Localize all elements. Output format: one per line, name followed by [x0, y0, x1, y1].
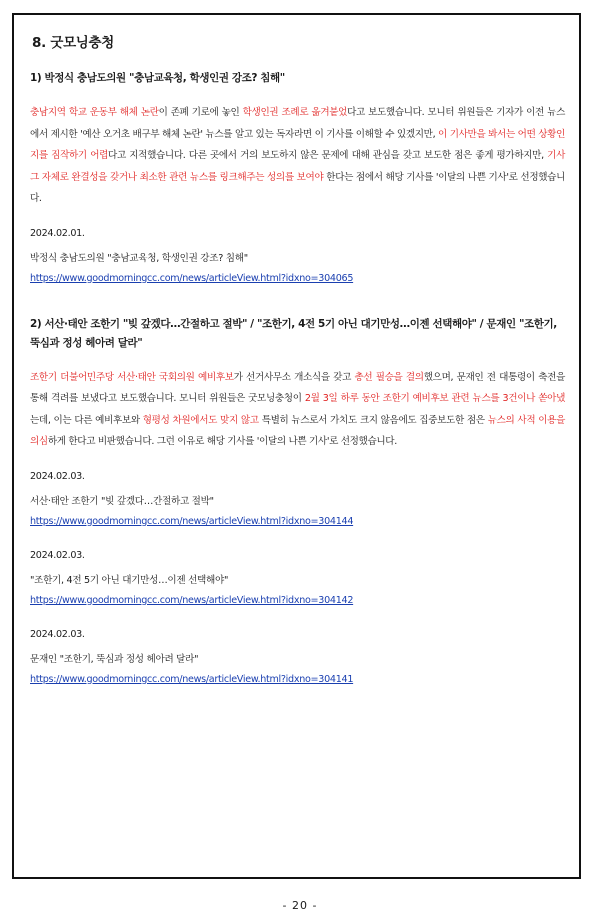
- highlighted-text: 2월 3일 하루 동안 조한기 예비후보 관련 뉴스를 3건이나 쏟아냈: [304, 393, 565, 404]
- article-date: 2024.02.03.: [30, 628, 85, 640]
- article-headline: "조한기, 4전 5기 아닌 대기만성…이젠 선택해야": [30, 574, 229, 586]
- item-2-references: [30, 467, 565, 690]
- body-text: 이 존폐 기로에 놓인: [158, 107, 243, 118]
- body-text: 한다는 점에서 해당 기사를 '이달의 나쁜 기사'로 선정했습니다.: [30, 171, 565, 204]
- article-headline: 박정식 충남도의원 "충남교육청, 학생인권 강조? 침해": [30, 252, 248, 264]
- article-reference: [30, 467, 565, 532]
- article-link[interactable]: https://www.goodmorningcc.com/news/articleView.html?idxno=304144: [30, 515, 354, 527]
- item-2: [30, 315, 565, 690]
- highlighted-text: 형평성 차원에서도 맞지 않고: [142, 414, 259, 426]
- body-text: 다고 보도했습니다. 모니터 위원들은 기자가 이전 뉴스에서 제시한 '예산 오거초 배구부 해체 논란' 뉴스를 알고 있는 독자라면 이 기사를 이해할 수 있겠지만,: [30, 107, 565, 140]
- highlighted-text: 뉴스의 사적 이용을 의심: [30, 414, 565, 447]
- article-date: 2024.02.01.: [30, 227, 85, 239]
- article-link[interactable]: https://www.goodmorningcc.com/news/articleView.html?idxno=304142: [30, 594, 354, 606]
- item-1-references: [30, 224, 565, 289]
- article-date: 2024.02.03.: [30, 549, 85, 561]
- article-date: 2024.02.03.: [30, 470, 85, 482]
- item-2-title: 2) 서산·태안 조한기 "빚 갚겠다…간절하고 절박" / "조한기, 4전 5기 아닌 대기만성…이젠 선택해야" / 문재인 "조한기, 뚝심과 정성 헤아려 달라": [30, 317, 557, 349]
- article-headline: 서산·태안 조한기 "빚 갚겠다…간절하고 절박": [30, 495, 214, 507]
- highlighted-text: 총선 필승을 결의: [354, 371, 424, 383]
- highlighted-text: 조한기 더불어민주당 서산·태안 국회의원 예비후보: [30, 371, 234, 383]
- highlighted-text: 이 기사만을 봐서는 어떤 상황인지를 짐작하기 어렵: [30, 128, 565, 161]
- article-reference: [30, 625, 565, 690]
- page-frame: [12, 13, 581, 879]
- highlighted-text: 충남지역 학교 운동부 해체 논란: [30, 107, 159, 118]
- article-link[interactable]: https://www.goodmorningcc.com/news/articleView.html?idxno=304141: [30, 673, 354, 685]
- article-reference: [30, 224, 565, 289]
- section-title: 8. 굿모닝충청: [32, 35, 115, 51]
- item-2-body: [30, 367, 565, 453]
- item-1-title: 1) 박정식 충남도의원 "충남교육청, 학생인권 강조? 침해": [30, 72, 285, 84]
- body-text: 했으며, 문재인 전 대통령이 축전을 통해 격려를 보냈다고 보도했습니다. 모니터 위원들은 굿모닝충청이: [30, 371, 566, 404]
- page-number: - 20 -: [282, 899, 318, 912]
- body-text: 하게 한다고 비판했습니다. 그런 이유로 해당 기사를 '이달의 나쁜 기사'로 선정했습니다.: [47, 436, 397, 447]
- body-text: 다고 지적했습니다. 다른 곳에서 거의 보도하지 않은 문제에 대해 관심을 갖고 보도한 점은 좋게 평가하지만,: [108, 150, 548, 161]
- article-headline: 문재인 "조한기, 뚝심과 정성 헤아려 달라": [30, 653, 199, 665]
- page-content: [30, 31, 565, 690]
- body-text: 는데, 이는 다른 예비후보와: [30, 414, 143, 426]
- highlighted-text: 기사 그 자체로 완결성을 갖거나 최소한 관련 뉴스를 링크해주는 성의를 보여야: [30, 150, 565, 183]
- highlighted-text: 학생인권 조례로 옮겨붙었: [242, 107, 348, 118]
- item-1-body: [30, 102, 565, 210]
- article-reference: [30, 546, 565, 611]
- item-1: [30, 69, 565, 289]
- article-link[interactable]: https://www.goodmorningcc.com/news/articleView.html?idxno=304065: [30, 272, 354, 284]
- body-text: 가 선거사무소 개소식을 갖고: [233, 371, 355, 383]
- body-text: 특별히 뉴스로서 가치도 크지 않음에도 집중보도한 점은: [258, 414, 488, 426]
